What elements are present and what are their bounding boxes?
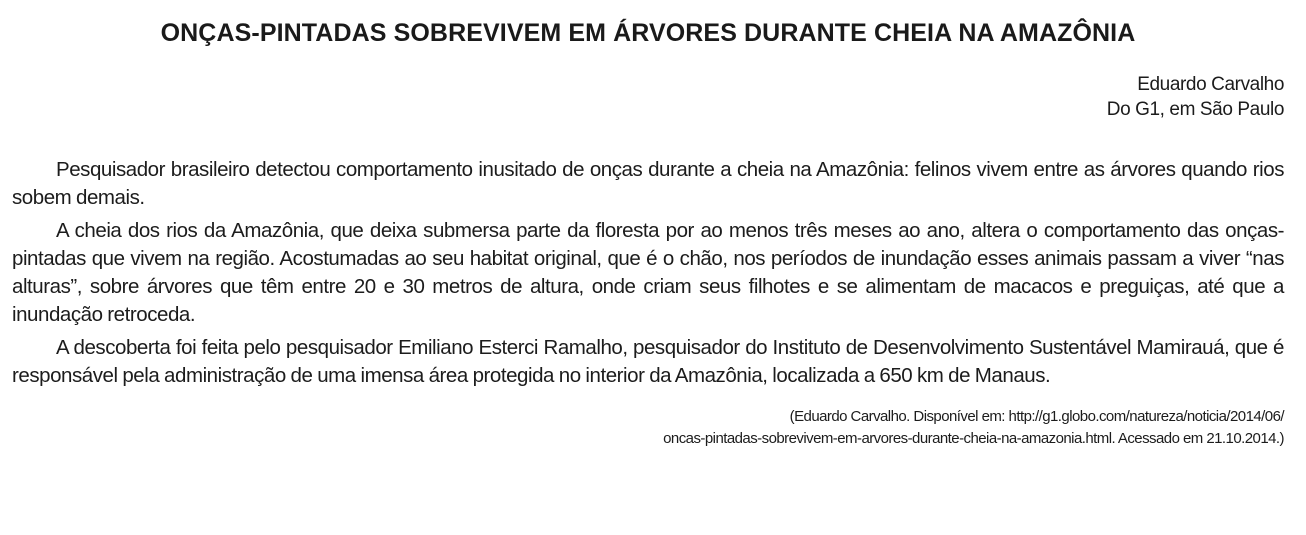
- paragraph-3: A descoberta foi feita pelo pesquisador Emiliano Esterci Ramalho, pesquisador do Instituto de Desenvolvimento Sustentável Mamirauá, que é responsável pela administração de uma imensa área protegida no interior da Amazônia, localizada a 650 km de Manaus.: [12, 336, 1284, 387]
- article-title: ONÇAS-PINTADAS SOBREVIVEM EM ÁRVORES DURANTE CHEIA NA AMAZÔNIA: [160, 19, 1136, 47]
- article-body: [12, 156, 1284, 390]
- source-citation: [12, 406, 1284, 450]
- source-line-1: (Eduardo Carvalho. Disponível em: http://g1.globo.com/natureza/noticia/2014/06/: [789, 408, 1284, 425]
- paragraph-2: A cheia dos rios da Amazônia, que deixa submersa parte da floresta por ao menos três meses ao ano, altera o comportamento das onças-pintadas que vivem na região. Acostumadas ao seu habitat original, que é o chão, nos períodos de inundação esses animais passam a viver “nas alturas”, sobre árvores que têm entre 20 e 30 metros de altura, onde criam seus filhotes e se alimentam de macacos e preguiças, até que a inundação retroceda.: [12, 219, 1284, 326]
- paragraph-1: Pesquisador brasileiro detectou comportamento inusitado de onças durante a cheia na Amazônia: felinos vivem entre as árvores quando rios sobem demais.: [12, 158, 1284, 209]
- byline-author: Eduardo Carvalho: [1137, 74, 1284, 95]
- byline: [12, 72, 1284, 122]
- byline-outlet: Do G1, em São Paulo: [1106, 99, 1284, 120]
- source-line-2: oncas-pintadas-sobrevivem-em-arvores-durante-cheia-na-amazonia.html. Acessado em 21.10.2014.): [663, 430, 1284, 447]
